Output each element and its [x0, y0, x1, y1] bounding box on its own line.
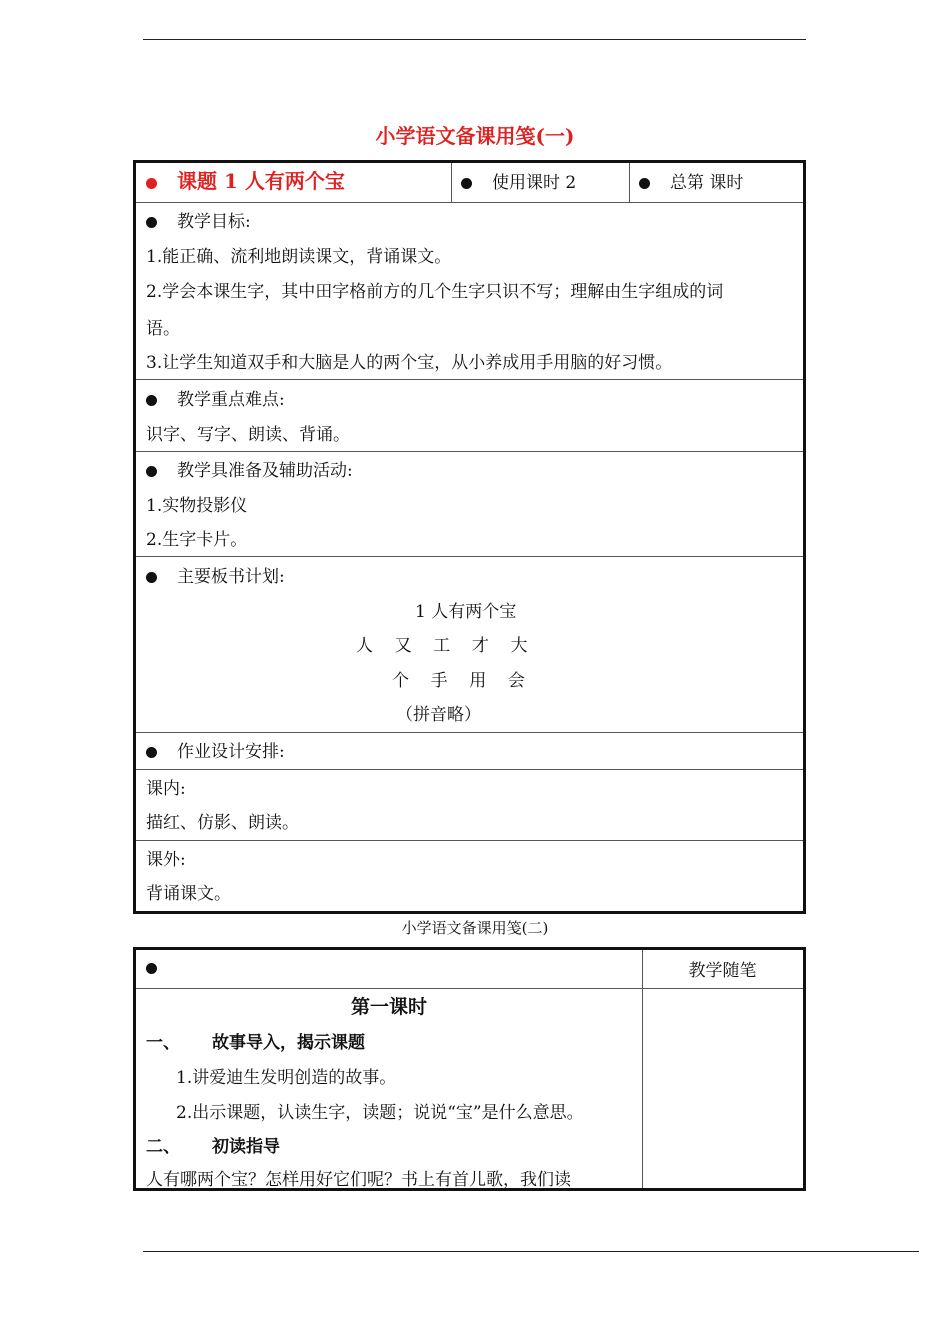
row-divider	[136, 988, 803, 989]
column-divider	[629, 163, 630, 202]
bottom-rule	[143, 1251, 919, 1252]
row-divider	[136, 840, 803, 841]
bullet-icon	[146, 963, 157, 974]
bullet-icon	[146, 466, 157, 477]
board-plan-row: 个 手 用 会	[392, 671, 525, 691]
key-points-heading: 教学重点难点:	[146, 385, 285, 410]
header-bullet-cell	[146, 958, 177, 977]
hours-label: 使用课时 2	[492, 173, 577, 193]
section-title: 初读指导	[212, 1137, 280, 1157]
goals-heading: 教学目标:	[146, 207, 251, 232]
page-title: 小学语文备课用笺(一)	[375, 124, 575, 148]
section-title: 故事导入，揭示课题	[212, 1033, 365, 1053]
notes-header: 教学随笔	[688, 961, 757, 981]
topic-cell	[146, 165, 345, 194]
board-plan-heading: 主要板书计划:	[146, 562, 285, 587]
total-cell	[639, 168, 743, 193]
top-rule	[143, 39, 806, 40]
after-class-text: 背诵课文。	[146, 884, 231, 904]
section-number: 一、	[146, 1033, 180, 1053]
after-class-label: 课外:	[146, 850, 186, 870]
bullet-icon	[461, 178, 472, 189]
board-plan-row: 人 又 工 才 大	[356, 636, 528, 656]
preparation-heading: 教学具准备及辅助活动:	[146, 456, 353, 481]
bullet-icon	[146, 747, 157, 758]
goal-item: 3.让学生知道双手和大脑是人的两个宝，从小养成用手用脑的好习惯。	[146, 353, 673, 373]
key-points-text: 识字、写字、朗读、背诵。	[146, 425, 350, 445]
section-text: 人有哪两个宝？怎样用好它们呢？书上有首儿歌，我们读	[146, 1170, 571, 1190]
goal-item: 1.能正确、流利地朗读课文，背诵课文。	[146, 247, 452, 267]
bullet-icon	[639, 178, 650, 189]
section-item: 2.出示课题，认读生字，读题；说说“宝”是什么意思。	[176, 1103, 584, 1123]
column-divider	[642, 950, 643, 1188]
section-number: 二、	[146, 1137, 180, 1157]
topic-title: 课题 1 人有两个宝	[177, 169, 345, 193]
row-divider	[136, 732, 803, 733]
bullet-icon	[146, 178, 157, 189]
in-class-text: 描红、仿影、朗读。	[146, 813, 299, 833]
lesson-title: 第一课时	[350, 996, 427, 1018]
row-divider	[136, 769, 803, 770]
homework-heading: 作业设计安排:	[146, 737, 285, 762]
bullet-icon	[146, 572, 157, 583]
bullet-icon	[146, 217, 157, 228]
lesson-notes-table	[133, 947, 806, 1191]
board-plan-note: （拼音略）	[396, 705, 481, 725]
board-plan-title: 1 人有两个宝	[415, 602, 517, 622]
row-divider	[136, 379, 803, 380]
column-divider	[451, 163, 452, 202]
in-class-label: 课内:	[146, 779, 186, 799]
preparation-item: 1.实物投影仪	[146, 496, 248, 516]
preparation-item: 2.生字卡片。	[146, 530, 248, 550]
hours-cell	[461, 168, 576, 193]
row-divider	[136, 556, 803, 557]
goal-item: 语。	[146, 319, 180, 339]
section-item: 1.讲爱迪生发明创造的故事。	[176, 1068, 397, 1088]
bullet-icon	[146, 395, 157, 406]
goal-item: 2.学会本课生字，其中田字格前方的几个生字只识不写；理解由生字组成的词	[146, 282, 724, 302]
lesson-plan-table	[133, 160, 806, 914]
page-title-2: 小学语文备课用笺(二)	[401, 919, 549, 937]
row-divider	[136, 451, 803, 452]
row-divider	[136, 202, 803, 203]
total-label: 总第 课时	[670, 173, 744, 193]
